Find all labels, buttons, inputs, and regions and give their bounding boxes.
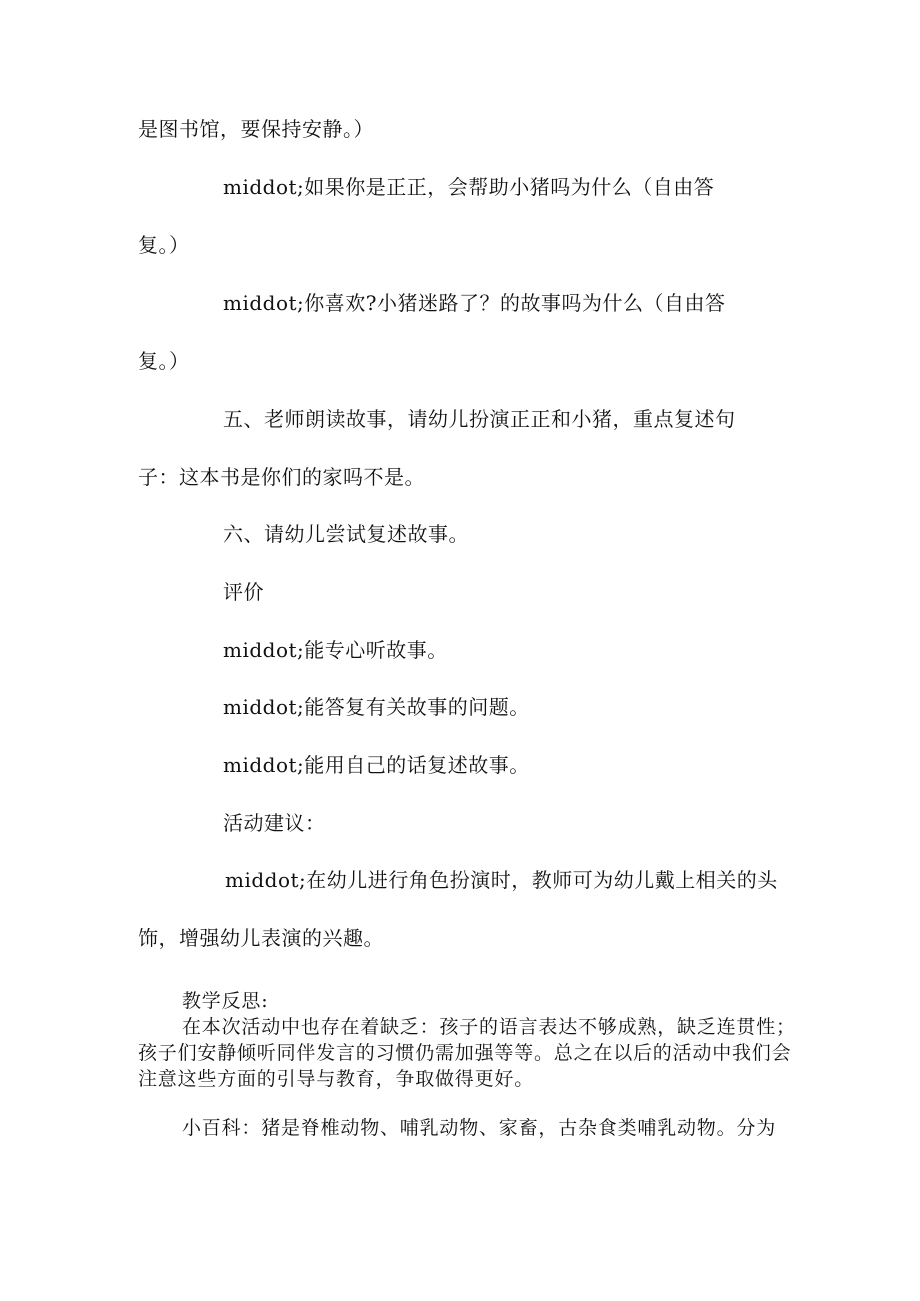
text-line: 在本次活动中也存在着缺乏：孩子的语言表达不够成熟，缺乏连贯性； bbox=[182, 1016, 796, 1038]
text-line: 孩子们安静倾听同伴发言的习惯仍需加强等等。总之在以后的活动中我们会 bbox=[138, 1042, 792, 1064]
text-line: middot;能用自己的话复述故事。 bbox=[223, 753, 530, 777]
text-line: 子：这本书是你们的家吗不是。 bbox=[138, 465, 425, 489]
text-line: 小百科：猪是脊椎动物、哺乳动物、家畜，古杂食类哺乳动物。分为 bbox=[182, 1117, 777, 1139]
text-line: 五、老师朗读故事，请幼儿扮演正正和小猪，重点复述句 bbox=[223, 407, 736, 431]
text-line: 是图书馆，要保持安静。） bbox=[138, 117, 374, 141]
text-line: middot;你喜欢?小猪迷路了？的故事吗为什么（自由答 bbox=[223, 291, 726, 315]
text-line: middot;能专心听故事。 bbox=[223, 638, 448, 662]
text-line: 六、请幼儿尝试复述故事。 bbox=[223, 522, 469, 546]
text-line: middot;在幼儿进行角色扮演时，教师可为幼儿戴上相关的头 bbox=[225, 868, 778, 892]
section-heading: 活动建议： bbox=[223, 811, 326, 835]
section-heading: 评价 bbox=[223, 580, 264, 604]
text-line: 复。） bbox=[138, 349, 190, 373]
text-line: 复。） bbox=[138, 233, 190, 257]
section-heading: 教学反思: bbox=[182, 990, 269, 1012]
text-line: 注意这些方面的引导与教育，争取做得更好。 bbox=[138, 1068, 535, 1090]
text-line: middot;如果你是正正，会帮助小猪吗为什么（自由答 bbox=[223, 175, 715, 199]
text-line: 饰，增强幼儿表演的兴趣。 bbox=[138, 926, 384, 950]
text-line: middot;能答复有关故事的问题。 bbox=[223, 695, 530, 719]
